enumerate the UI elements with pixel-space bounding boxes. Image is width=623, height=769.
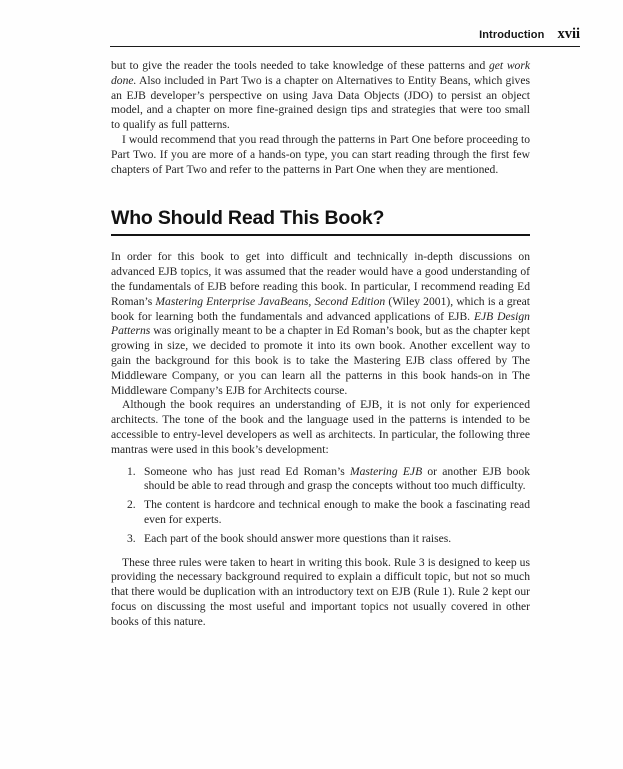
numbered-list xyxy=(111,465,530,547)
list-item-number: 1. xyxy=(127,464,136,478)
paragraph: These three rules were taken to heart in writing this book. Rule 3 is designed to keep us providing the necessary background required to explain a difficult topic, but not so much that there would be duplication with an introductory text on EJB (Rule 1). Rule 2 kept our focus on discussing the most useful and important topics not usually covered in other books of this nature. xyxy=(111,555,530,628)
list-item xyxy=(127,498,530,528)
paragraph: I would recommend that you read through the patterns in Part One before proceeding to Part Two. If you are more of a hands-on type, you can start reading through the first few chapters of Part Two and refer to the patterns in Part One when they are mentioned. xyxy=(111,132,530,176)
list-item-number: 3. xyxy=(127,531,136,545)
paragraph-continuation: but to give the reader the tools needed to take knowledge of these patterns and get work done. Also included in Part Two is a chapter on Alternatives to Entity Beans, which gives an EJB developer’s perspective on using Java Data Objects (JDO) to persist an object model, and a chapter on more fine-grained design tips and strategies that were too small to qualify as full patterns. xyxy=(111,59,531,132)
running-title: Introduction xyxy=(479,29,545,41)
list-item xyxy=(127,532,530,547)
running-header xyxy=(110,26,580,47)
page-content xyxy=(111,59,530,630)
page-number: xvii xyxy=(557,26,580,42)
list-item-text: Each part of the book should answer more questions than it raises. xyxy=(144,531,452,545)
paragraph: Although the book requires an understanding of EJB, it is not only for experienced architects. The tone of the book and the language used in the patterns is intended to be accessible to entry-level developers as well as architects. In particular, the following three mantras were used in this book’s development: xyxy=(111,398,530,456)
list-item-text: The content is hardcore and technical enough to make the book a fascinating read even for experts. xyxy=(144,498,530,526)
section-heading: Who Should Read This Book? xyxy=(111,207,385,230)
paragraph: In order for this book to get into difficult and technically in-depth discussions on advanced EJB topics, it was assumed that the reader would have a good understanding of the fundamentals of EJB before reading this book. In particular, I recommend reading Ed Roman’s Mastering Enterprise JavaBeans, Second Edition (Wiley 2001), which is a great book for learning both the fundamentals and advanced applications of EJB. EJB Design Patterns was originally meant to be a chapter in Ed Roman’s book, but as the chapter kept growing in size, we decided to promote it into its own book. Another excellent way to gain the background for this book is to take the Mastering EJB class offered by The Middleware Company, or you can learn all the patterns in this book hands-on in The Middleware Company’s EJB for Architects course. xyxy=(111,250,531,397)
section-heading-block xyxy=(111,207,530,236)
list-item-text: Someone who has just read Ed Roman’s Mastering EJB or another EJB book should be able to read through and grasp the concepts without too much difficulty. xyxy=(144,464,530,493)
list-item xyxy=(127,465,530,495)
list-item-number: 2. xyxy=(127,498,136,512)
